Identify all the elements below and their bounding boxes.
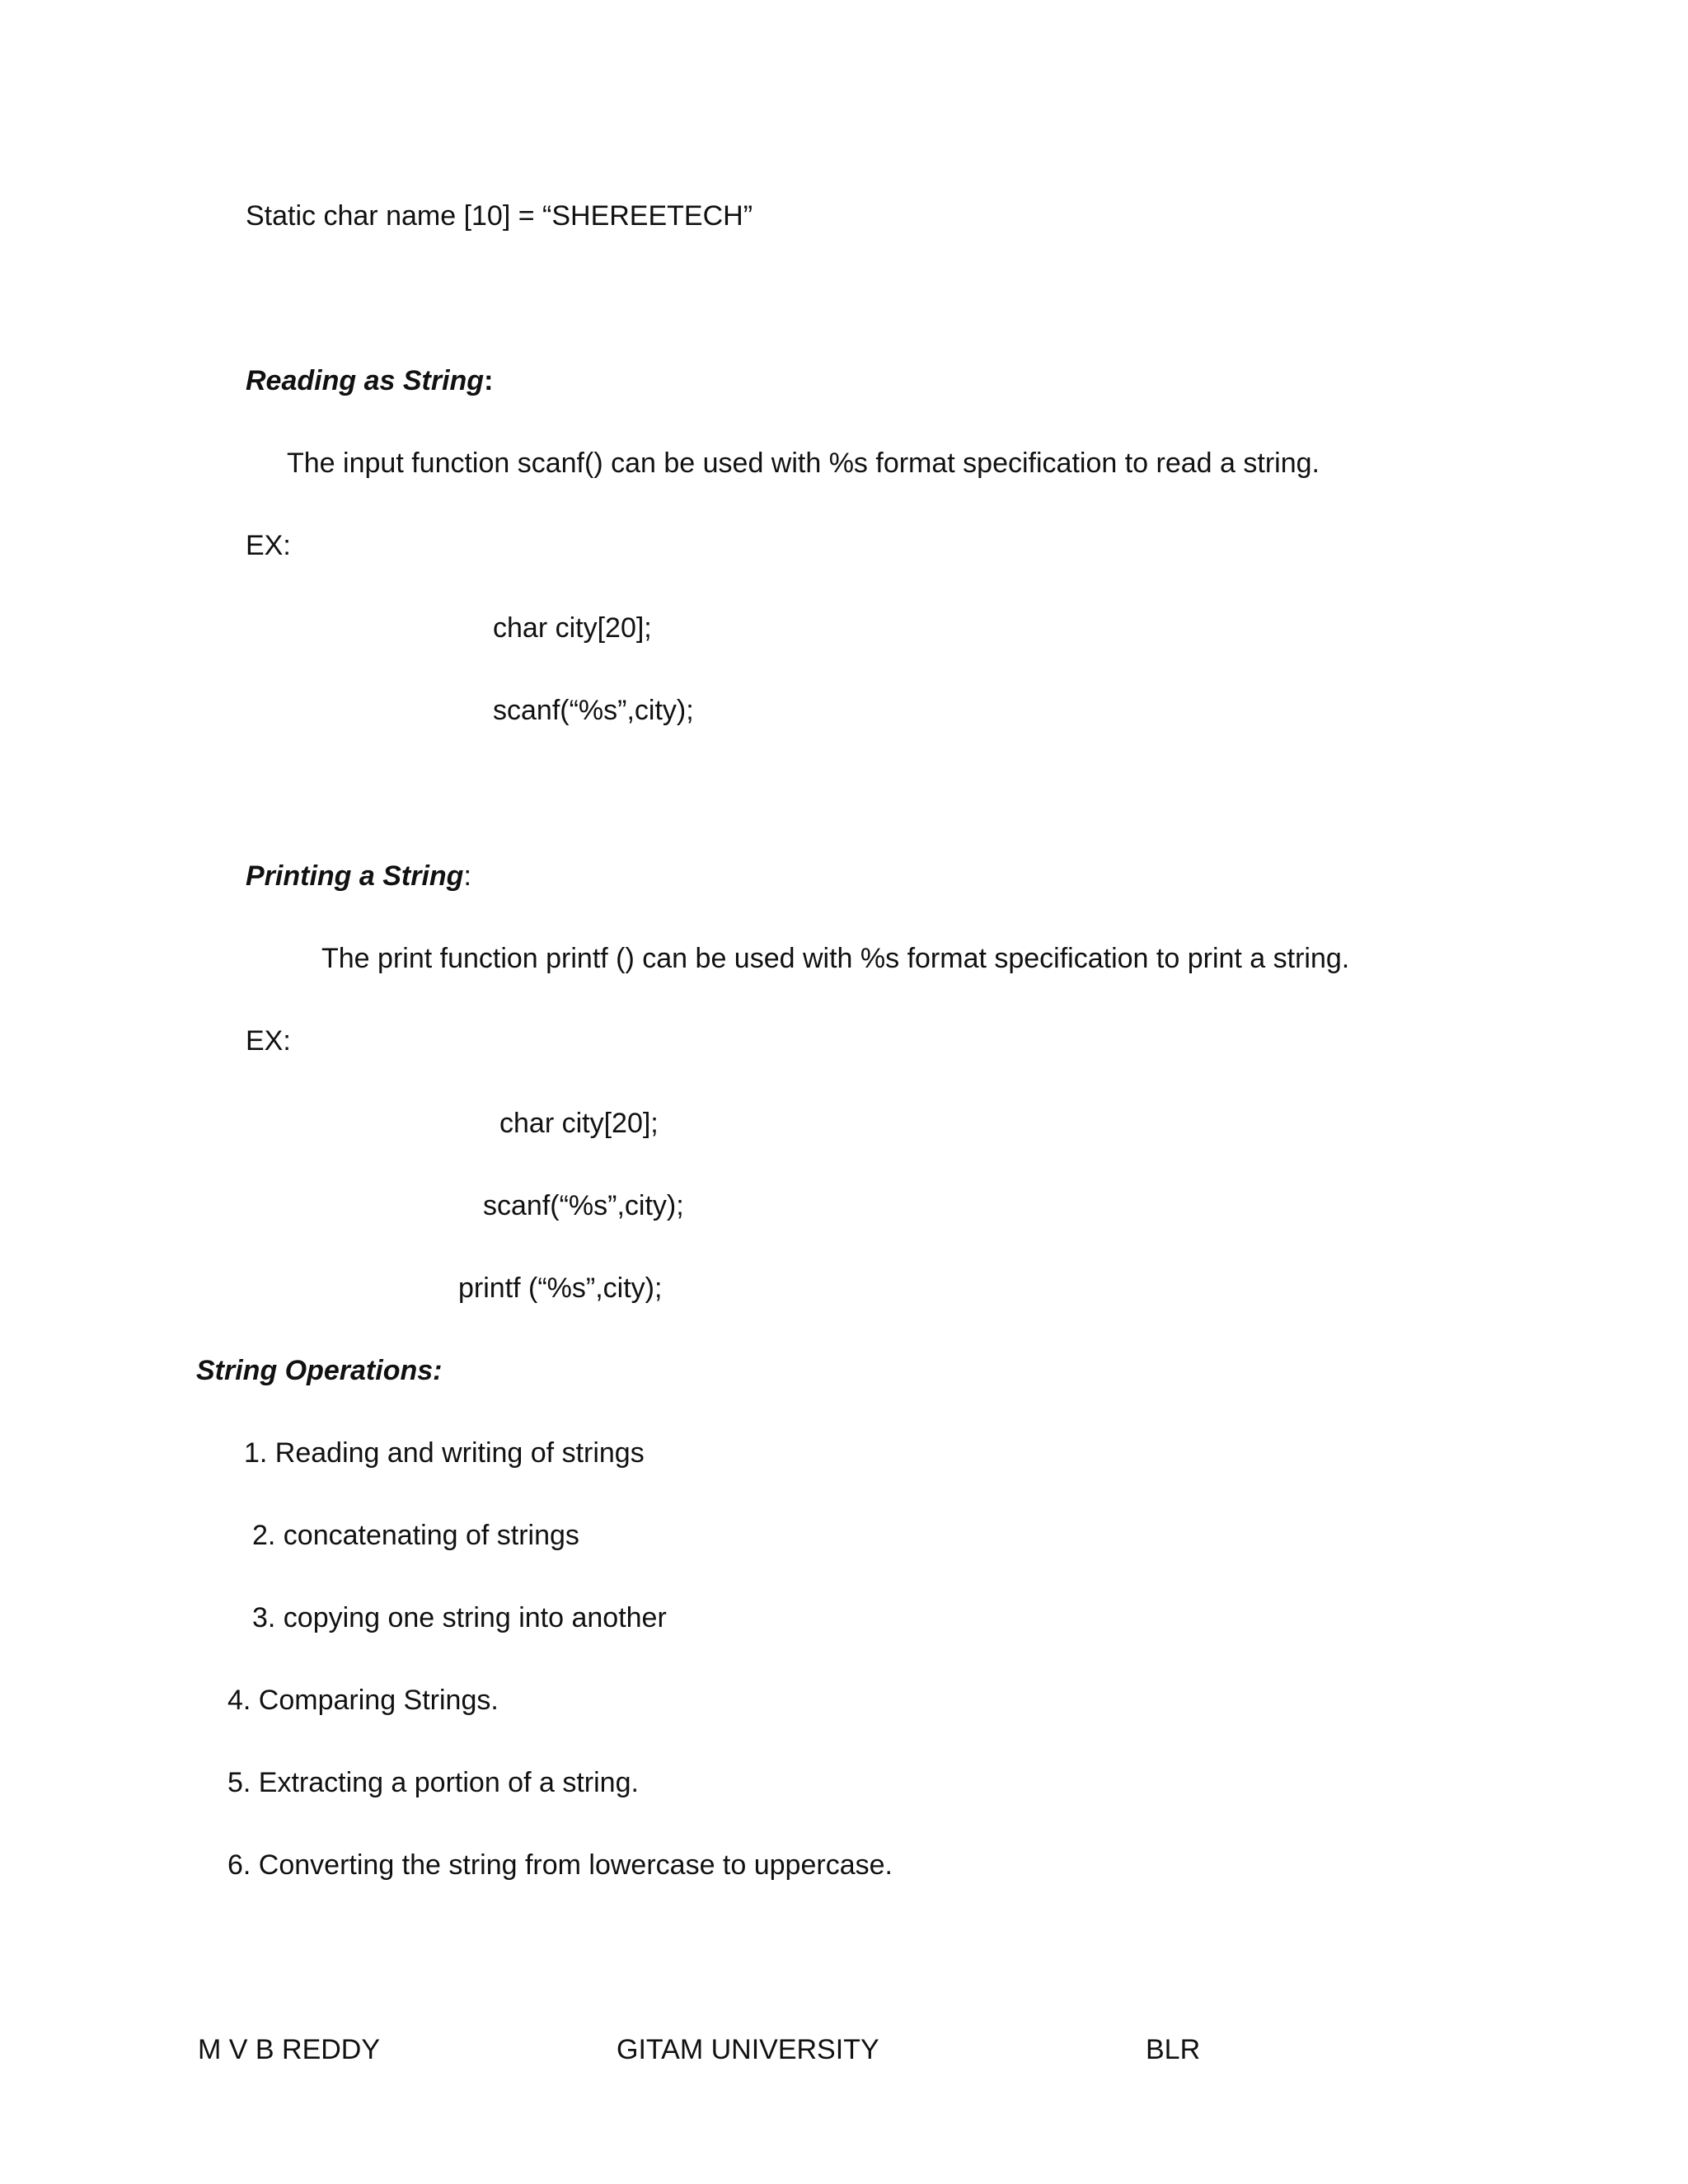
static-declaration: Static char name [10] = “SHEREETECH” <box>246 200 753 232</box>
printing-section-colon: : <box>463 860 471 892</box>
reading-section-description: The input function scanf() can be used with %s format specification to read a string. <box>287 448 1320 479</box>
reading-section-colon: : <box>484 365 494 396</box>
footer-institution: GITAM UNIVERSITY <box>617 2034 879 2065</box>
printing-section-heading <box>246 858 471 894</box>
reading-section-title: Reading as String <box>246 365 485 396</box>
printing-code-line: scanf(“%s”,city); <box>483 1190 684 1221</box>
printing-code-line: char city[20]; <box>499 1108 659 1139</box>
operation-list-item: 6. Converting the string from lowercase to uppercase. <box>227 1849 893 1881</box>
printing-code-line: printf (“%s”,city); <box>458 1272 663 1304</box>
operations-section-title: String Operations: <box>196 1355 443 1386</box>
operation-list-item: 2. concatenating of strings <box>252 1520 579 1551</box>
footer-location: BLR <box>1146 2034 1201 2065</box>
operation-list-item: 1. Reading and writing of strings <box>244 1437 645 1469</box>
printing-example-label: EX: <box>246 1025 291 1057</box>
reading-section-heading <box>246 363 493 399</box>
printing-section-description: The print function printf () can be used with %s format specification to print a string. <box>321 943 1350 974</box>
operation-list-item: 3. copying one string into another <box>252 1602 667 1633</box>
operation-list-item: 4. Comparing Strings. <box>227 1685 499 1716</box>
reading-code-line: scanf(“%s”,city); <box>493 695 694 726</box>
operation-list-item: 5. Extracting a portion of a string. <box>227 1767 639 1798</box>
reading-code-line: char city[20]; <box>493 612 652 644</box>
reading-example-label: EX: <box>246 530 291 561</box>
footer-author: M V B REDDY <box>198 2034 381 2065</box>
printing-section-title: Printing a String <box>246 860 464 892</box>
